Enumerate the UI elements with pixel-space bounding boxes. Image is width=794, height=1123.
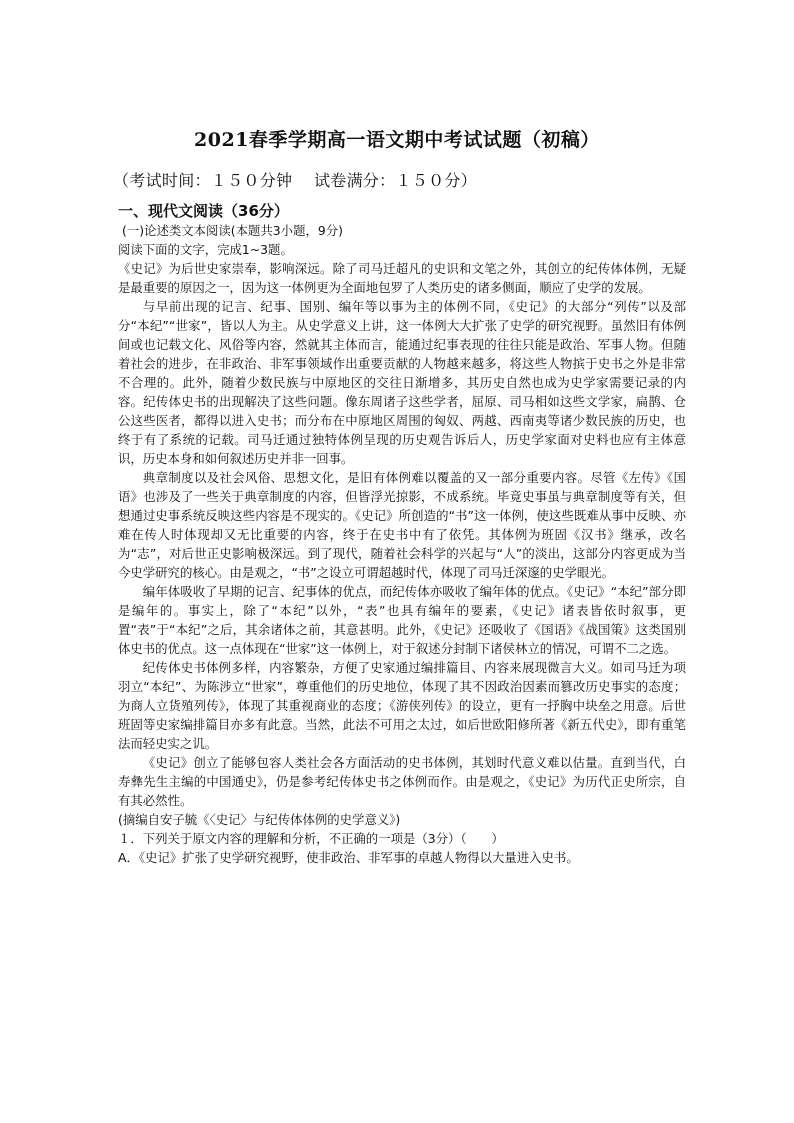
option-a: A．《史记》扩张了史学研究视野，使非政治、非军事的卓越人物得以大量进入史书。 <box>118 850 579 865</box>
reading-passage <box>118 221 686 867</box>
section-heading: 一、现代文阅读（36分） <box>118 202 289 220</box>
subsection-heading: (一)论述类文本阅读(本题共3小题，9分) <box>122 223 343 238</box>
paragraph-2: 与早前出现的记言、纪事、国别、编年等以事为主的体例不同，《史记》的大部分“列传”以及部分“本纪”“世家”，皆以人为主。从史学意义上讲，这一体例大大扩张了史学的研究视野。虽然旧有体例间或也记载文化、风俗等内容，然就其主体而言，能通过纪事表现的往往只能是政治、军事人物。但随着社会的进步，在非政治、非军事领域作出重要贡献的人物越来越多，将这些人物摈于史书之外是非常不合理的。此外，随着少数民族与中原地区的交往日渐增多，其历史自然也成为史学家需要记录的内容。纪传体史书的出现解决了这些问题。像东周诸子这些学者，屈原、司马相如这些文学家，扁鹊、仓公这些医者，都得以进入史书；而分布在中原地区周围的匈奴、两越、西南夷等诸少数民族的历史，也终于有了系统的记载。司马迁通过独特体例呈现的历史观告诉后人，历史学家面对史料也应有主体意识，历史本身和如何叙述历史并非一回事。 <box>118 299 686 466</box>
paragraph-5: 纪传体史书体例多样，内容繁杂，方便了史家通过编排篇目、内容来展现微言大义。如司马迁为项羽立“本纪”、为陈涉立“世家”，尊重他们的历史地位，体现了其不因政治因素而篡改历史事实的态度；为商人立货殖列传》，体现了其重视商业的态度；《游侠列传》的设立，更有一抒胸中块垒之用意。后世班固等史家编排篇目亦多有此意。当然，此法不可用之太过，如后世欧阳修所著《新五代史》，即有重笔法而轻史实之讥。 <box>118 660 686 751</box>
paragraph-3: 典章制度以及社会风俗、思想文化，是旧有体例难以覆盖的又一部分重要内容。尽管《左传》《国语》也涉及了一些关于典章制度的内容，但皆浮光掠影，不成系统。毕竟史事虽与典章制度等有关，但想通过史事系统反映这些内容是不现实的。《史记》所创造的“书”这一体例，使这些既难从事中反映、亦难在传人时体现却又无比重要的内容，终于在史书中有了依凭。其体例为班固《汉书》继承，改名为“志”，对后世正史影响极深远。到了现代，随着社会科学的兴起与“人”的淡出，这部分内容更成为当今史学研究的核心。由是观之，“书”之设立可谓超越时代，体现了司马迁深邃的史学眼光。 <box>118 470 686 580</box>
paragraph-1: 《史记》为后世史家崇奉，影响深远。除了司马迁超凡的史识和文笔之外，其创立的纪传体体例，无疑是最重要的原因之一，因为这一体例更为全面地包罗了人类历史的诸多侧面，顺应了史学的发展。 <box>118 261 686 295</box>
paragraph-4: 编年体吸收了早期的记言、纪事体的优点，而纪传体亦吸收了编年体的优点。《史记》“本纪”部分即是编年的。事实上，除了“本纪”以外，“表”也具有编年的要素，《史记》诸表皆依时叙事，更置“表”于“本纪”之后，其余诸体之前，其意甚明。此外，《史记》还吸收了《国语》《战国策》这类国别体史书的优点。这一点体现在“世家”这一体例上，对于叙述分封制下诸侯林立的情况，可谓不二之选。 <box>118 584 686 656</box>
question-1: １．下列关于原文内容的理解和分析，不正确的一项是（3分）（ ） <box>118 831 504 846</box>
instruction: 阅读下面的文字，完成1~3题。 <box>118 242 293 257</box>
source-citation: (摘编自安子毓《〈史记〉与纪传体体例的史学意义》) <box>118 812 401 827</box>
exam-info: （考试时间：１５０分钟 试卷满分：１５０分） <box>113 171 477 190</box>
paragraph-6: 《史记》创立了能够包容人类社会各方面活动的史书体例，其划时代意义难以估量。直到当代，白寿彝先生主编的中国通史》，仍是参考纪传体史书之体例而作。由是观之，《史记》为历代正史所宗，自有其必然性。 <box>118 755 686 808</box>
page-title: 2021春季学期高一语文期中考试试题（初稿） <box>194 129 600 151</box>
